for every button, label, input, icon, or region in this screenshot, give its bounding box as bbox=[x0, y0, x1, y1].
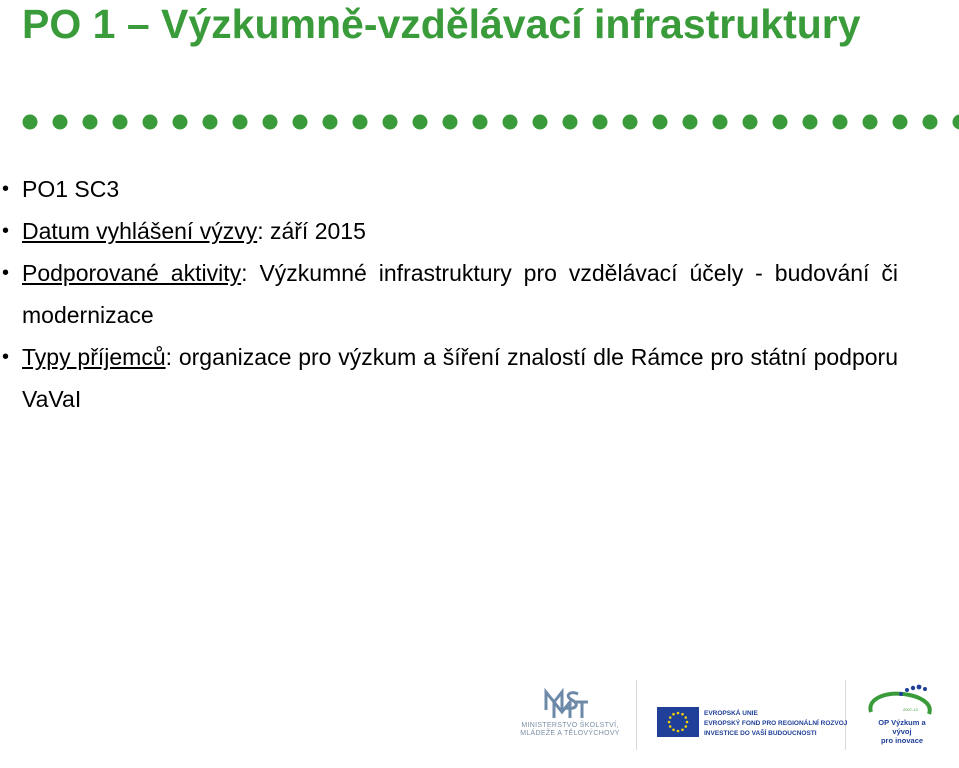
bullet-item bbox=[0, 336, 898, 420]
decorative-dot bbox=[683, 115, 698, 130]
eu-line: EVROPSKÁ UNIE bbox=[704, 710, 758, 717]
decorative-dot bbox=[293, 115, 308, 130]
eu-line: EVROPSKÝ FOND PRO REGIONÁLNÍ ROZVOJ bbox=[704, 720, 848, 727]
decorative-dot bbox=[503, 115, 518, 130]
bullet-item bbox=[0, 168, 900, 210]
decorative-dot bbox=[263, 115, 278, 130]
decorative-dot bbox=[923, 115, 938, 130]
decorative-dot bbox=[953, 115, 959, 130]
eu-star-icon bbox=[677, 712, 680, 715]
eu-star-icon bbox=[669, 725, 672, 728]
eu-star-icon bbox=[684, 725, 687, 728]
decorative-dot bbox=[383, 115, 398, 130]
decorative-dot bbox=[353, 115, 368, 130]
eu-flag-icon bbox=[657, 707, 699, 737]
decorative-dot bbox=[773, 115, 788, 130]
op-line: pro inovace bbox=[880, 736, 924, 745]
decorative-dot bbox=[623, 115, 638, 130]
bullet-text: : organizace pro výzkum a šíření znalostí dle Rámce pro státní podporu VaVaI bbox=[22, 344, 898, 412]
bullet-item bbox=[0, 252, 898, 336]
decorative-dot bbox=[83, 115, 98, 130]
decorative-dot bbox=[473, 115, 488, 130]
decorative-dot bbox=[533, 115, 548, 130]
decorative-dot bbox=[443, 115, 458, 130]
msmt-logo-icon bbox=[514, 688, 626, 748]
decorative-dot bbox=[563, 115, 578, 130]
msmt-logo-text bbox=[516, 722, 624, 738]
eu-star-icon bbox=[672, 713, 675, 716]
decorative-dot bbox=[803, 115, 818, 130]
footer-divider bbox=[636, 680, 637, 750]
decorative-dot bbox=[203, 115, 218, 130]
decorative-dot bbox=[143, 115, 158, 130]
eu-star-icon bbox=[669, 716, 672, 719]
msmt-line: MLÁDEŽE A TĚLOVÝCHOVY bbox=[520, 730, 620, 737]
eu-star-icon bbox=[677, 730, 680, 733]
decorative-dot bbox=[713, 115, 728, 130]
eu-star-icon bbox=[672, 728, 675, 731]
decorative-dot bbox=[863, 115, 878, 130]
op-line: OP Výzkum a vývoj bbox=[878, 718, 926, 736]
decorative-dot bbox=[53, 115, 68, 130]
bullet-item bbox=[0, 210, 900, 252]
bullet-label: Typy příjemců bbox=[22, 344, 166, 370]
decorative-dot-row bbox=[22, 112, 959, 132]
eu-line: INVESTICE DO VAŠÍ BUDOUCNOSTI bbox=[704, 730, 817, 737]
bullet-text: : září 2015 bbox=[257, 218, 366, 244]
op-year: 2007-13 bbox=[903, 707, 918, 712]
bullet-text: : Výzkumné infrastruktury pro vzdělávací účely - budování či modernizace bbox=[22, 260, 898, 328]
eu-star-icon bbox=[684, 716, 687, 719]
bullet-list bbox=[0, 168, 900, 420]
eu-star-icon bbox=[686, 721, 689, 724]
decorative-dot bbox=[743, 115, 758, 130]
msmt-line: MINISTERSTVO ŠKOLSTVÍ, bbox=[521, 722, 619, 729]
decorative-dot bbox=[413, 115, 428, 130]
decorative-dot bbox=[173, 115, 188, 130]
bullet-label: Datum vyhlášení výzvy bbox=[22, 218, 258, 244]
eu-logo-text bbox=[704, 709, 847, 739]
decorative-dot bbox=[323, 115, 338, 130]
eu-star-icon bbox=[668, 721, 671, 724]
decorative-dot bbox=[653, 115, 668, 130]
decorative-dot bbox=[833, 115, 848, 130]
decorative-dot bbox=[113, 115, 128, 130]
decorative-dot bbox=[593, 115, 608, 130]
eu-star-icon bbox=[681, 713, 684, 716]
decorative-dot bbox=[893, 115, 908, 130]
eu-star-icon bbox=[681, 728, 684, 731]
bullet-text: PO1 SC3 bbox=[22, 176, 120, 202]
decorative-dot bbox=[233, 115, 248, 130]
decorative-dot bbox=[23, 115, 38, 130]
op-logo-text bbox=[868, 718, 936, 745]
slide-title: PO 1 – Výzkumně-vzdělávací infrastruktury bbox=[22, 1, 861, 47]
bullet-label: Podporované aktivity bbox=[22, 260, 242, 286]
